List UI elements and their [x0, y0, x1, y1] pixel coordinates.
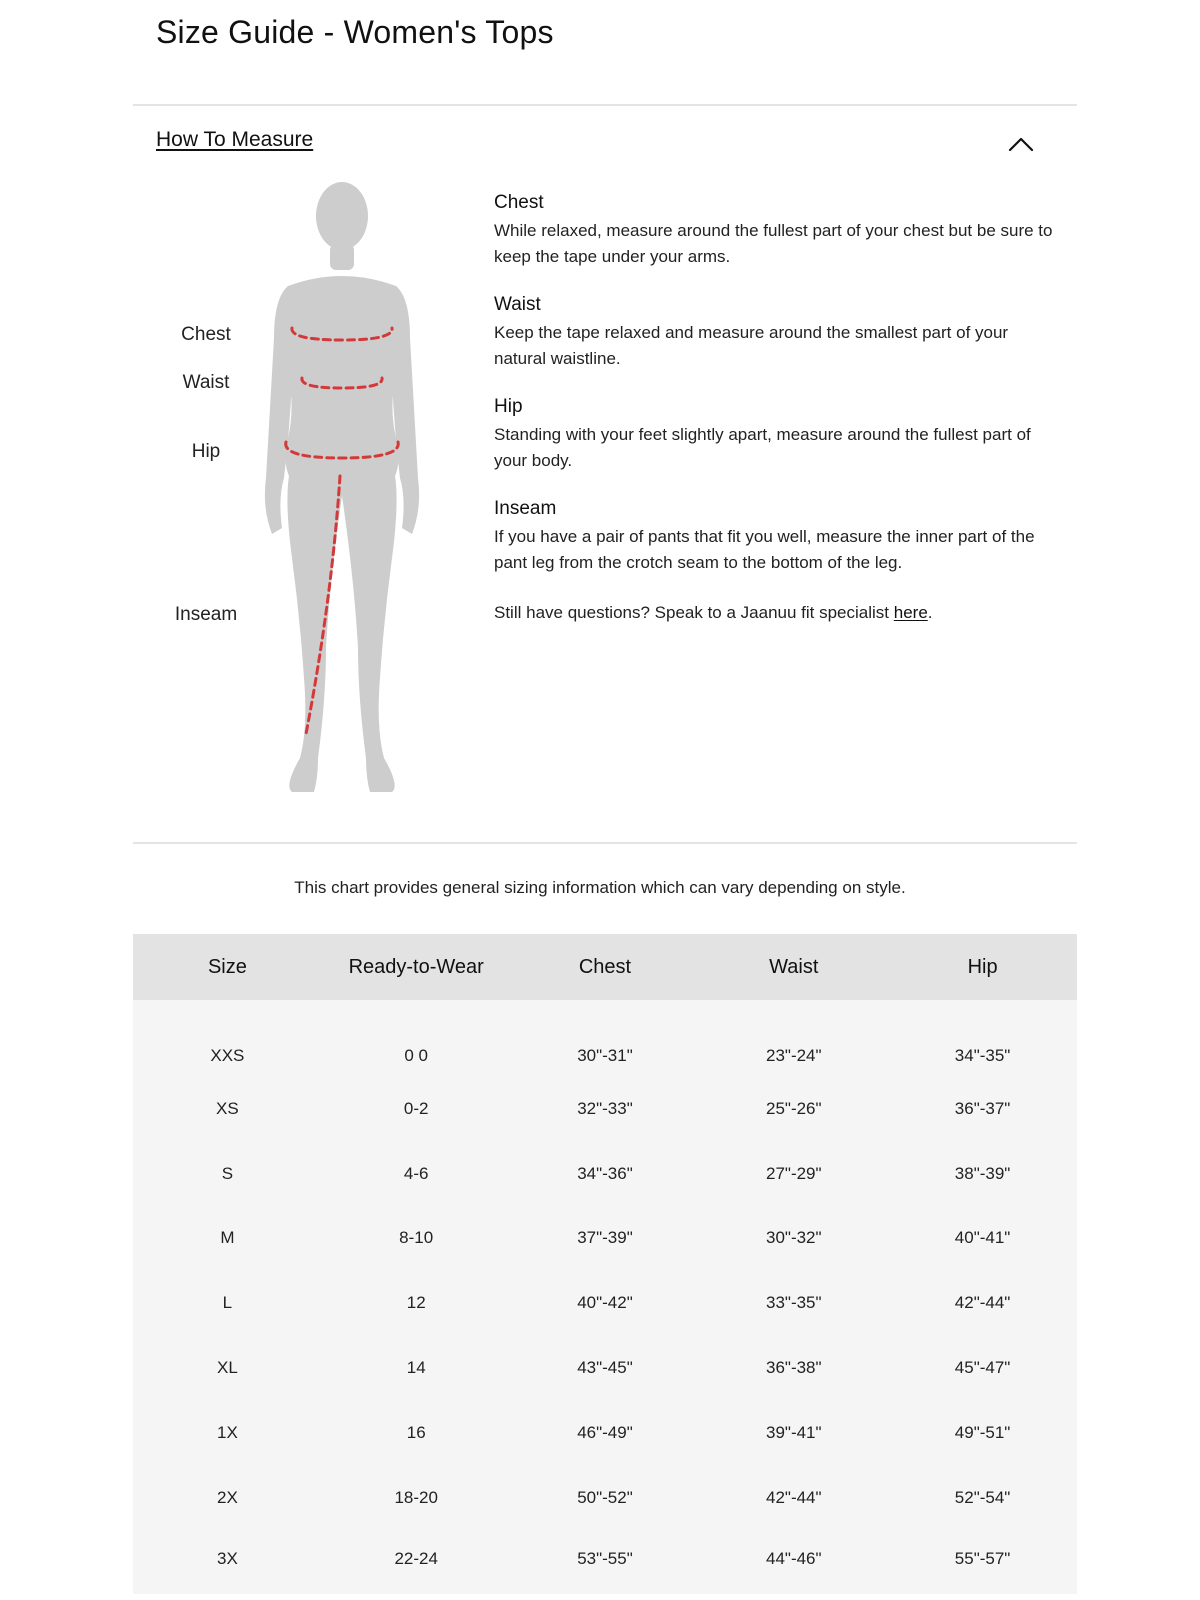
- cell-ready-to-wear: 8-10: [399, 1228, 434, 1247]
- cell-hip: 36"-37": [954, 1099, 1011, 1118]
- cell-waist: 25"-26": [766, 1099, 822, 1118]
- figure-label-chest: Chest: [181, 324, 231, 345]
- table-row: [133, 1222, 1077, 1254]
- measure-item-waist: [494, 294, 1054, 372]
- cell-ready-to-wear: 22-24: [394, 1549, 438, 1568]
- cell-size: 1X: [217, 1423, 238, 1442]
- cell-hip: 34"-35": [954, 1046, 1011, 1065]
- cell-size: L: [222, 1293, 233, 1312]
- cell-waist: 44"-46": [766, 1549, 822, 1568]
- cell-size: M: [220, 1228, 235, 1247]
- column-header-waist: Waist: [769, 955, 819, 978]
- table-header-row: [133, 934, 1077, 1000]
- cell-hip: 55"-57": [954, 1549, 1011, 1568]
- questions-end: .: [927, 603, 933, 622]
- measure-text: If you have a pair of pants that fit you well, measure the inner part of the pant leg from the crotch seam to the bottom of the leg.: [494, 527, 1035, 572]
- cell-ready-to-wear: 0-2: [403, 1099, 429, 1118]
- cell-waist: 42"-44": [766, 1488, 822, 1507]
- cell-chest: 34"-36": [577, 1164, 633, 1183]
- cell-ready-to-wear: 16: [406, 1423, 426, 1442]
- chevron-up-icon[interactable]: [1004, 130, 1038, 156]
- measure-title: Waist: [494, 294, 541, 315]
- cell-hip: 42"-44": [954, 1293, 1011, 1312]
- questions-text: Still have questions? Speak to a Jaanuu fit specialist: [494, 603, 894, 622]
- measure-text: Standing with your feet slightly apart, measure around the fullest part of your body.: [494, 425, 1031, 470]
- table-row: [133, 1482, 1077, 1514]
- cell-chest: 32"-33": [577, 1099, 633, 1118]
- cell-waist: 27"-29": [766, 1164, 822, 1183]
- measure-item-hip: [494, 396, 1054, 474]
- page-title: Size Guide - Women's Tops: [156, 14, 554, 50]
- table-row: [133, 1158, 1077, 1190]
- table-row: [133, 1093, 1077, 1125]
- body-measurement-figure: [170, 178, 460, 818]
- cell-hip: 49"-51": [954, 1423, 1011, 1442]
- chart-note: This chart provides general sizing information which can vary depending on style.: [294, 878, 906, 897]
- measure-title: Hip: [494, 396, 523, 417]
- cell-chest: 50"-52": [577, 1488, 633, 1507]
- cell-size: 3X: [217, 1549, 238, 1568]
- cell-waist: 33"-35": [766, 1293, 822, 1312]
- fit-specialist-prompt: [494, 600, 1054, 626]
- cell-ready-to-wear: 0 0: [404, 1046, 429, 1065]
- cell-chest: 43"-45": [577, 1358, 633, 1377]
- cell-waist: 23"-24": [766, 1046, 822, 1065]
- cell-ready-to-wear: 14: [406, 1358, 426, 1377]
- cell-ready-to-wear: 12: [406, 1293, 426, 1312]
- how-to-measure-toggle[interactable]: How To Measure: [156, 128, 314, 151]
- measure-title: Inseam: [494, 498, 557, 519]
- cell-chest: 46"-49": [577, 1423, 633, 1442]
- measure-title: Chest: [494, 192, 544, 213]
- cell-chest: 40"-42": [577, 1293, 633, 1312]
- section-divider: [133, 842, 1077, 844]
- cell-size: XXS: [210, 1046, 245, 1065]
- column-header-ready-to-wear: Ready-to-Wear: [348, 955, 484, 978]
- cell-size: 2X: [217, 1488, 238, 1507]
- cell-size: XS: [216, 1099, 239, 1118]
- cell-ready-to-wear: 18-20: [394, 1488, 438, 1507]
- measure-item-inseam: [494, 498, 1054, 576]
- cell-chest: 37"-39": [577, 1228, 633, 1247]
- cell-hip: 45"-47": [954, 1358, 1011, 1377]
- cell-chest: 53"-55": [577, 1549, 633, 1568]
- measurement-instructions: [494, 192, 1054, 626]
- column-header-size: Size: [207, 955, 247, 978]
- measure-text: While relaxed, measure around the fullest part of your chest but be sure to keep the tape under your arms.: [494, 221, 1053, 266]
- cell-waist: 36"-38": [766, 1358, 822, 1377]
- column-header-chest: Chest: [578, 955, 632, 978]
- measure-item-chest: [494, 192, 1054, 270]
- cell-size: S: [221, 1164, 234, 1183]
- cell-hip: 40"-41": [954, 1228, 1011, 1247]
- figure-label-waist: Waist: [182, 372, 230, 393]
- table-row: [133, 1543, 1077, 1575]
- cell-waist: 39"-41": [766, 1423, 822, 1442]
- table-row: [133, 1287, 1077, 1319]
- measure-text: Keep the tape relaxed and measure around the smallest part of your natural waistline.: [494, 323, 1009, 368]
- table-row: [133, 1417, 1077, 1449]
- cell-ready-to-wear: 4-6: [403, 1164, 429, 1183]
- table-row: [133, 1352, 1077, 1384]
- cell-hip: 38"-39": [954, 1164, 1011, 1183]
- figure-label-hip: Hip: [191, 441, 221, 462]
- figure-silhouette: [265, 182, 419, 792]
- cell-size: XL: [217, 1358, 238, 1377]
- figure-label-inseam: Inseam: [174, 604, 238, 625]
- cell-hip: 52"-54": [954, 1488, 1011, 1507]
- cell-waist: 30"-32": [766, 1228, 822, 1247]
- table-row: [133, 1040, 1077, 1072]
- column-header-hip: Hip: [967, 955, 998, 978]
- fit-specialist-link[interactable]: here: [893, 603, 928, 622]
- top-divider: [133, 104, 1077, 106]
- size-table: [133, 934, 1077, 1594]
- cell-chest: 30"-31": [577, 1046, 633, 1065]
